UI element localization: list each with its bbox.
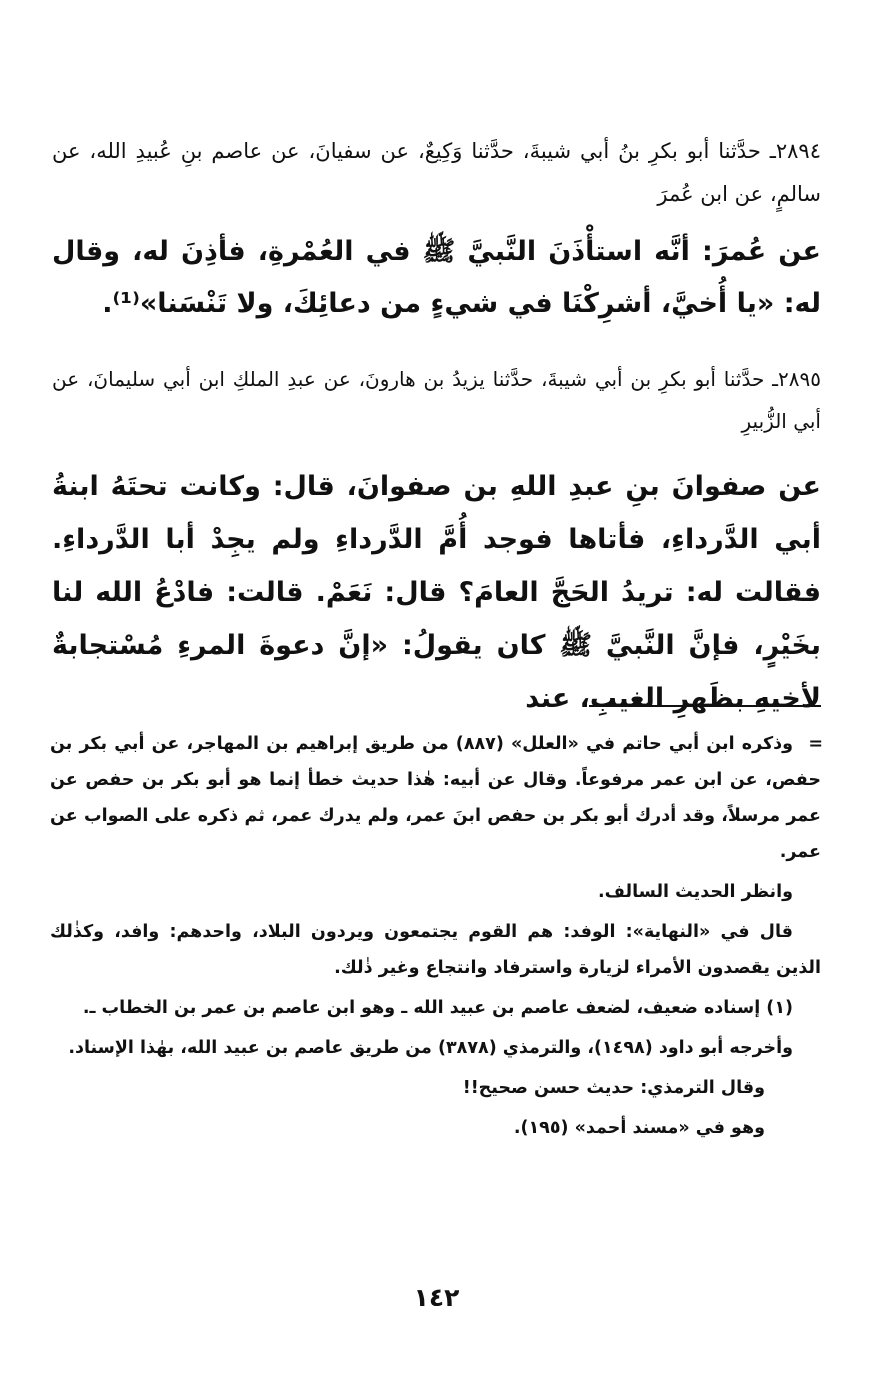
continuation-mark: = <box>808 734 823 754</box>
hadith-2895-matn: عن صفوانَ بنِ عبدِ اللهِ بن صفوانَ، قال: وكانت تحتَهُ ابنةُ أبي الدَّرداءِ، فأتاها فوجد أُمَّ الدَّرداءِ ولم يجِدْ أبا الدَّرداءِ. فقالت له: تريدُ الحَجَّ العامَ؟ قال: نَعَمْ. قالت: فادْعُ الله لنا بخَيْرٍ، فإنَّ النَّبيَّ ﷺ كان يقولُ: «إنَّ دعوةَ المرءِ مُسْتجابةٌ لأخيهِ بظَهرِ الغيبِ، عند <box>52 471 821 714</box>
footnote-text: وذكره ابن أبي حاتم في «العلل» (٨٨٧) من طريق إبراهيم بن المهاجر، عن أبي بكر بن حفص، عن ابن عمر مرفوعاً. وقال عن أبيه: هٰذا حديث خطأ إنما هو أبو بكر بن حفص عن عمر مرسلاً، وقد أدرك أبو بكر بن حفص ابنَ عمر، ولم يدرك عمر، ثم ذكره على الصواب عن عمر. <box>50 734 821 862</box>
footnote-text: وهو في «مسند أحمد» (١٩٥). <box>513 1118 765 1138</box>
main-text <box>52 130 821 733</box>
footnote-text: وأخرجه أبو داود (١٤٩٨)، والترمذي (٣٨٧٨) من طريق عاصم بن عبيد الله، بهٰذا الإسناد. <box>68 1038 793 1058</box>
footnote-continuation <box>50 726 821 870</box>
footnote-1: (١) إسناده ضعيف، لضعف عاصم بن عبيد الله ـ وهو ابن عاصم بن عمر بن الخطاب ـ. <box>82 998 793 1018</box>
hadith-2894-isnad: ٢٨٩٤ـ حدَّثنا أبو بكرِ بنُ أبي شيبةَ، حدَّثنا وَكِيعٌ، عن سفيانَ، عن عاصم بنِ عُبيدِ الله، عن سالمٍ، عن ابن عُمرَ <box>52 139 821 206</box>
footnote-text: وانظر الحديث السالف. <box>598 882 793 902</box>
footnotes <box>50 726 821 1150</box>
hadith-2895-isnad: ٢٨٩٥ـ حدَّثنا أبو بكرِ بن أبي شيبةَ، حدَّثنا يزيدُ بن هارونَ، عن عبدِ الملكِ ابن أبي سليمانَ، عن أبي الزُّبيرِ <box>52 367 821 433</box>
footnote-text: وقال الترمذي: حديث حسن صحيح!! <box>462 1078 765 1098</box>
hadith-2894-matn: عن عُمرَ: أنَّه استأْذَنَ النَّبيَّ ﷺ في العُمْرةِ، فأذِنَ له، وقال له: «يا أُخيَّ، أشرِكْنَا في شيءٍ من دعائِكَ، ولا تَنْسَنا»⁽¹⁾. <box>52 236 821 319</box>
footnote-text: قال في «النهاية»: الوفد: هم القوم يجتمعون ويردون البلاد، واحدهم: وافد، وكذٰلك الذين يقصدون الأمراء لزيارة واسترفاد وانتجاع وغير ذٰلك. <box>50 922 821 978</box>
footnote-divider <box>589 705 821 707</box>
page-number: ١٤٢ <box>413 1283 460 1312</box>
